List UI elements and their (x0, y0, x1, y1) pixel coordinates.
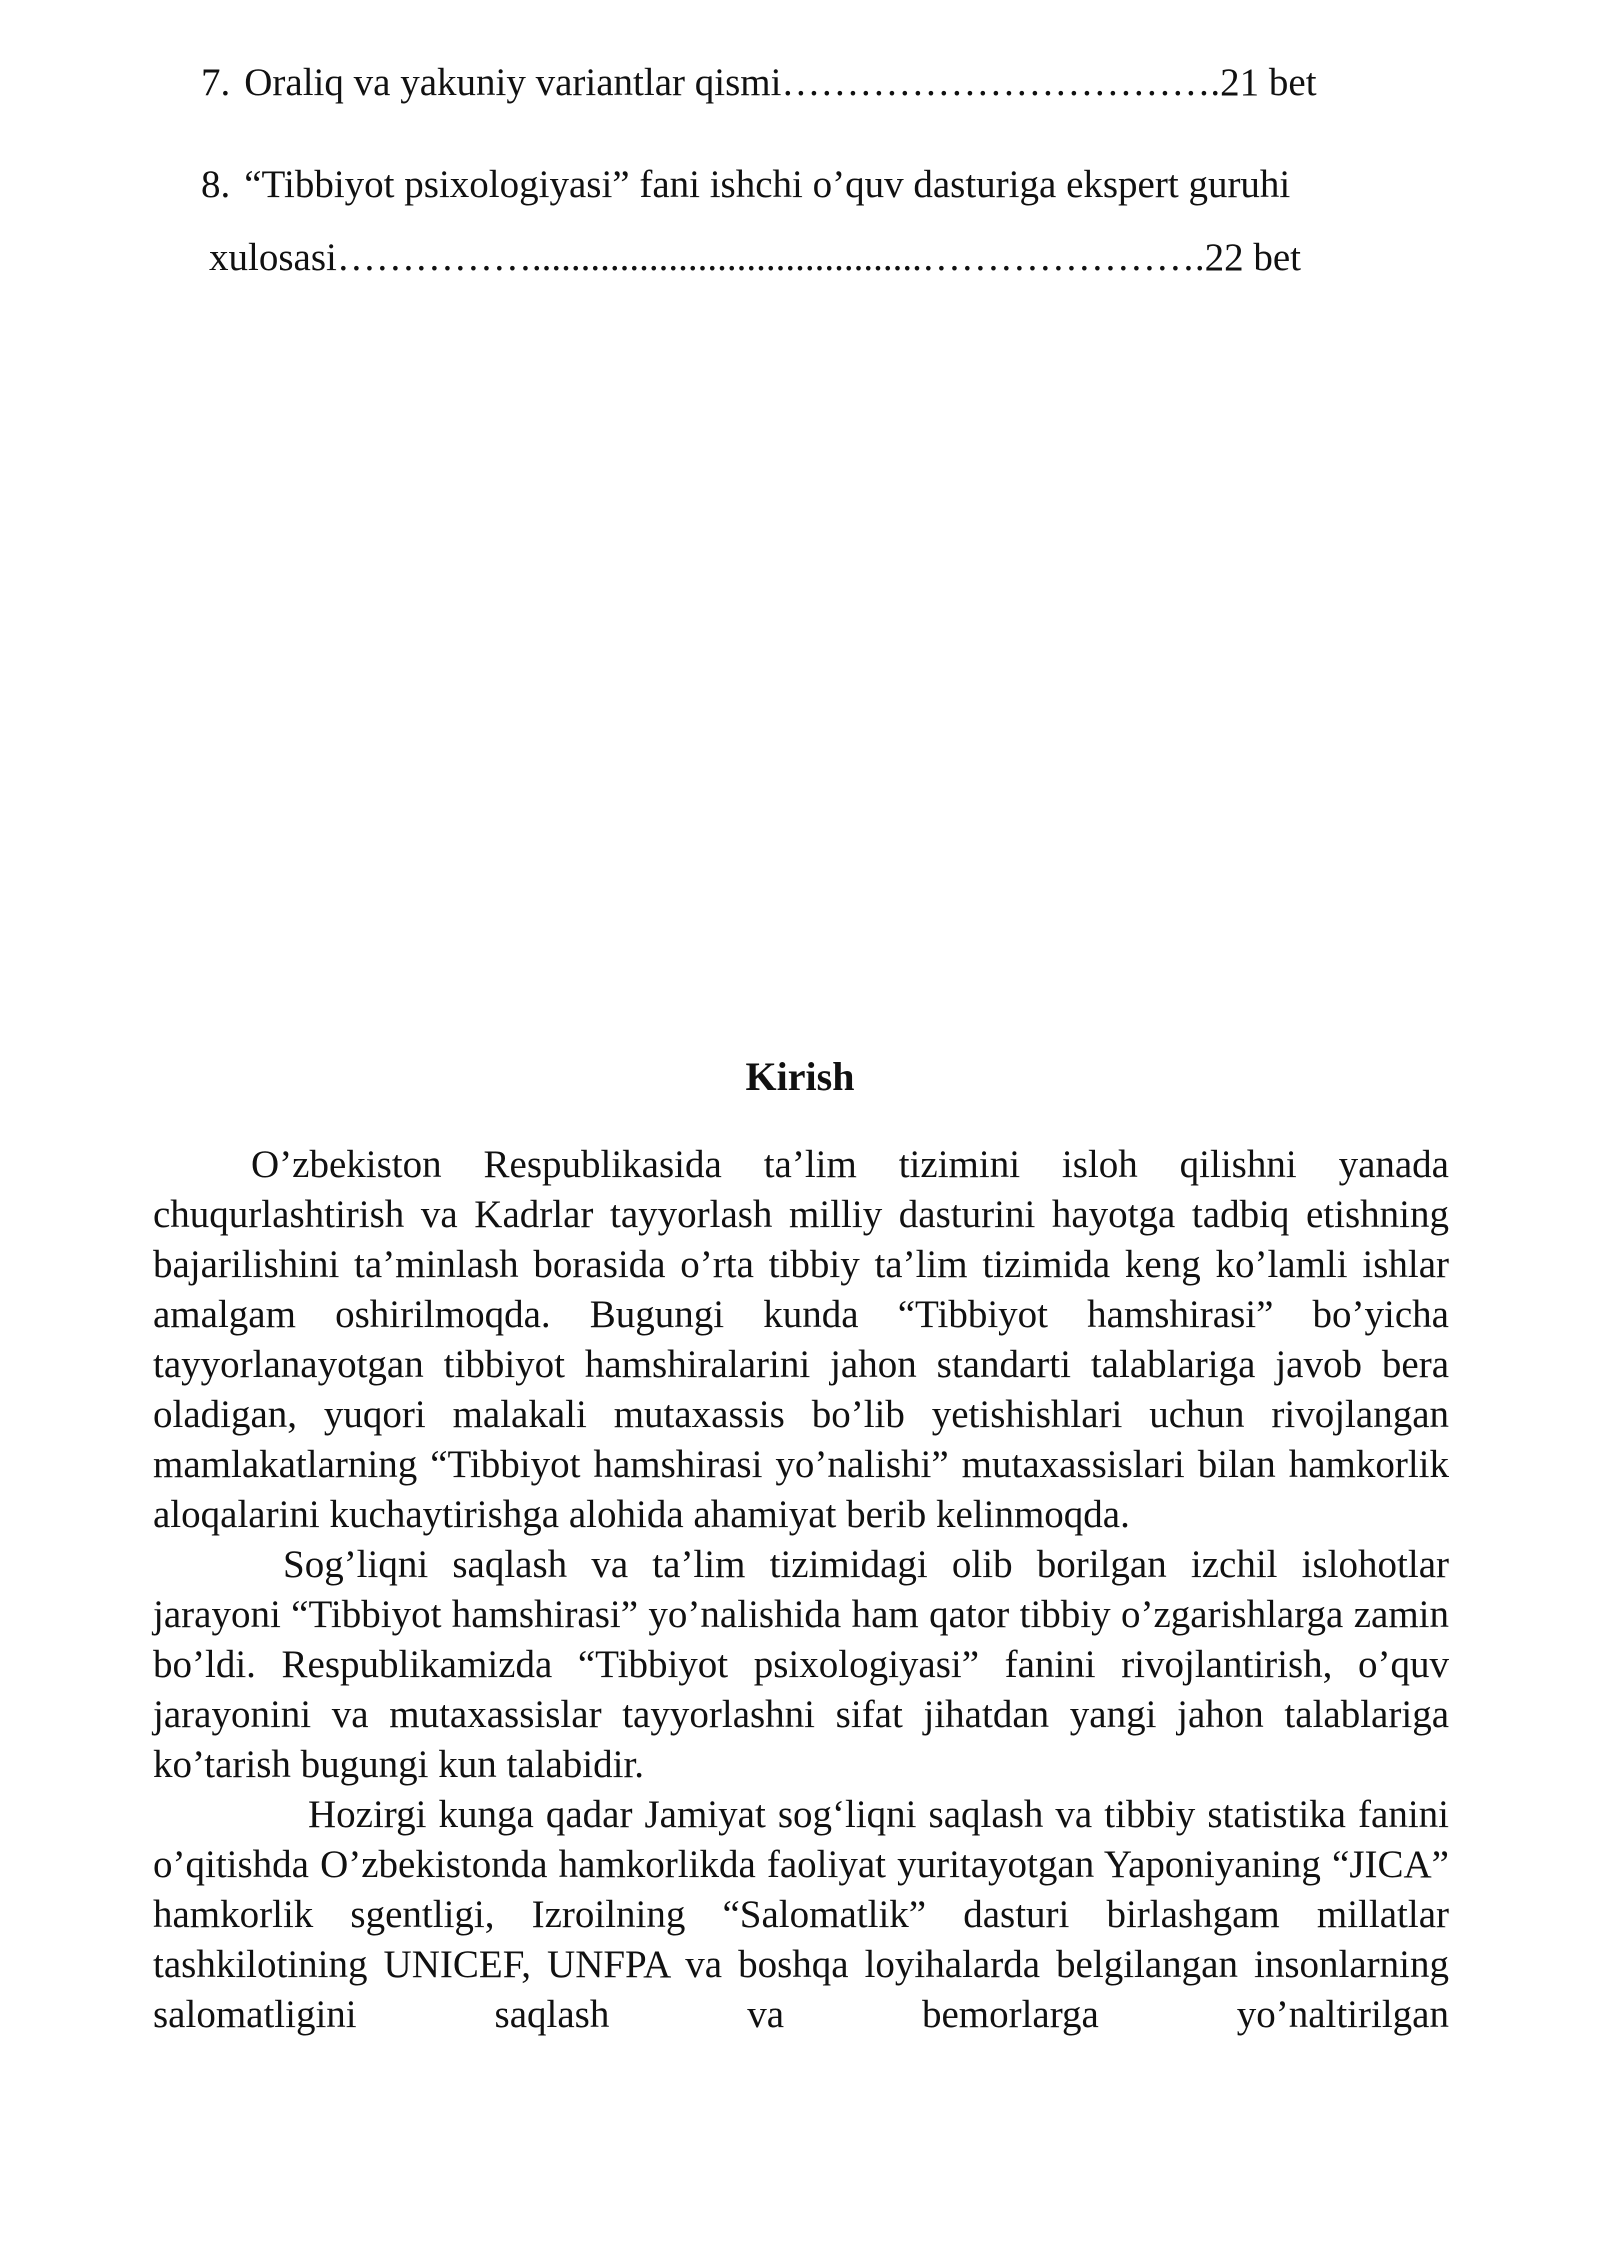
toc-item-7-text: Oraliq va yakuniy variantlar qismi…………………………….21 bet (244, 61, 1317, 104)
toc-item-8-line-1 (201, 160, 1290, 210)
paragraph-1: O’zbekiston Respublikasida ta’lim tizimini isloh qilishni yanada chuqurlashtirish va Kadrlar tayyorlash milliy dasturini hayotga tadbiq etishning bajarilishini ta’minlash borasida o’rta tibbiy ta’lim tizimida keng ko’lamli ishlar amalgam oshirilmoqda. Bugungi kunda “Tibbiyot hamshirasi” bo’yicha tayyorlanayotgan tibbiyot hamshiralarini jahon standarti talablariga javob bera oladigan, yuqori malakali mutaxassis bo’lib yetishishlari uchun rivojlangan mamlakatlarning “Tibbiyot hamshirasi yo’nalishi” mutaxassislari bilan hamkorlik aloqalarini kuchaytirishga alohida ahamiyat berib kelinmoqda. (153, 1143, 1449, 1536)
toc-item-7 (201, 58, 1317, 108)
toc-item-7-number: 7. (201, 61, 231, 104)
section-body (153, 1140, 1449, 2040)
paragraph-3: Hozirgi kunga qadar Jamiyat sog‘liqni saqlash va tibbiy statistika fanini o’qitishda O’zbekistonda hamkorlikda faoliyat yuritayotgan Yaponiyaning “JICA” hamkorlik sgentligi, Izroilning “Salomatlik” dasturi birlashgam millatlar tashkilotining UNICEF, UNFPA va boshqa loyihalarda belgilangan insonlarning salomatligini saqlash va bemorlarga yo’naltirilgan (153, 1793, 1449, 2036)
toc-item-8-line-2: xulosasi……………........................................………………….22 bet (209, 236, 1301, 279)
toc-item-8-text: “Tibbiyot psixologiyasi” fani ishchi o’quv dasturiga ekspert guruhi (244, 163, 1291, 206)
section-title: Kirish (745, 1054, 855, 1099)
paragraph-2: Sog’liqni saqlash va ta’lim tizimidagi olib borilgan izchil islohotlar jarayoni “Tibbiyot hamshirasi” yo’nalishida ham qator tibbiy o’zgarishlarga zamin bo’ldi. Respublikamizda “Tibbiyot psixologiyasi” fanini rivojlantirish, o’quv jarayonini va mutaxassislar tayyorlashni sifat jihatdan yangi jahon talablariga ko’tarish bugungi kun talabidir. (153, 1543, 1449, 1786)
toc-item-8-number: 8. (201, 163, 231, 206)
